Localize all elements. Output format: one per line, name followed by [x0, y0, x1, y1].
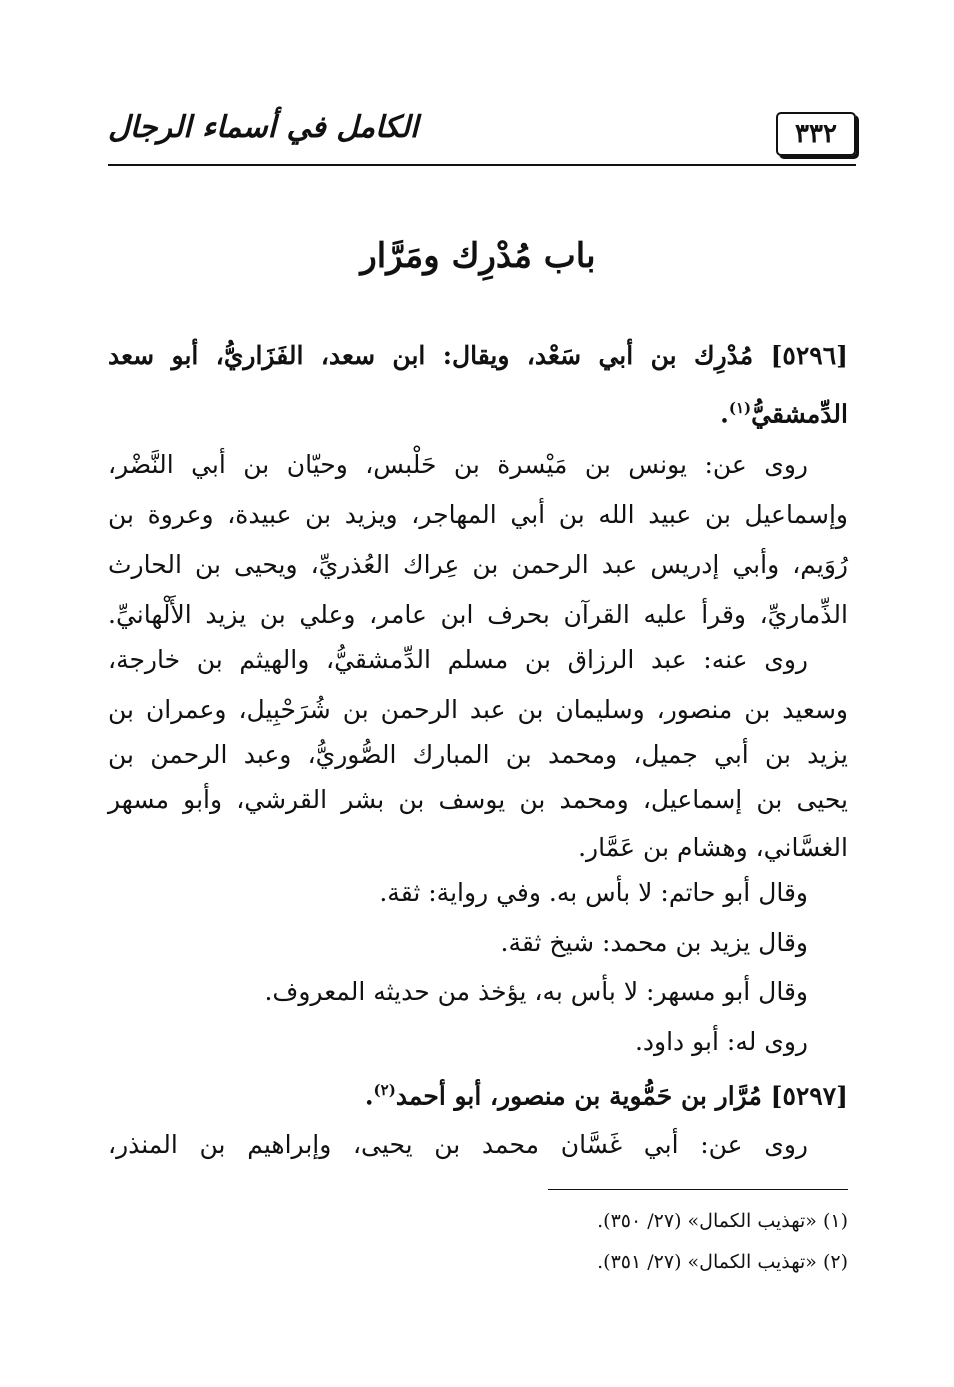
body-line: وإسماعيل بن عبيد الله بن أبي المهاجر، ويزيد بن عبيدة، وعروة بن — [108, 500, 848, 529]
entry-heading-line — [108, 1070, 848, 1116]
body-line: وقال يزيد بن محمد: شيخ ثقة. — [500, 928, 808, 957]
body-line: وسعيد بن منصور، وسليمان بن عبد الرحمن بن شُرَحْبِيل، وعمران بن — [108, 695, 848, 724]
body-line: رُوَيم، وأبي إدريس عبد الرحمن بن عِراك العُذريِّ، ويحيى بن الحارث — [108, 550, 848, 579]
footnote-marker: (٢) — [373, 1081, 396, 1099]
body-line: روى له: أبو داود. — [634, 1027, 808, 1056]
entry-number: [٥٢٩٧] — [770, 1081, 848, 1111]
body-line: يزيد بن أبي جميل، ومحمد بن المبارك الصُّوريُّ، وعبد الرحمن بن — [108, 740, 848, 769]
body-line: يحيى بن إسماعيل، ومحمد بن يوسف بن بشر القرشي، وأبو مسهر — [108, 785, 848, 814]
body-line: الذِّماريِّ، وقرأ عليه القرآن بحرف ابن عامر، وعلي بن يزيد الأَلْهانيِّ. — [108, 600, 848, 629]
entry-heading-end: . — [720, 399, 729, 429]
entry-number: [٥٢٩٦] — [770, 341, 848, 370]
entry-heading-end: . — [364, 1081, 374, 1111]
entry-heading-text: مُدْرِك بن أبي سَعْد، ويقال: ابن سعد، الفَزَاريُّ، أبو سعد — [108, 341, 754, 370]
body-line: روى عن: يونس بن مَيْسرة بن حَلْبس، وحيّان بن أبي النَّضْر، — [108, 450, 808, 479]
page-header — [108, 100, 856, 166]
body-line: الغسَّاني، وهشام بن عَمَّار. — [578, 833, 848, 862]
header-divider — [108, 164, 856, 166]
entry-heading-line — [108, 388, 848, 434]
footnote-divider — [548, 1189, 848, 1190]
body-line: وقال أبو حاتم: لا بأس به. وفي رواية: ثقة. — [379, 878, 808, 907]
footnote: (١) «تهذيب الكمال» (٢٧/ ٣٥٠). — [597, 1210, 848, 1232]
entry-heading-line — [108, 336, 848, 376]
chapter-title: باب مُدْرِك ومَرَّار — [360, 236, 596, 276]
entry-heading-text: مُرَّار بن حَمُّوية بن منصور، أبو أحمد — [395, 1081, 762, 1111]
body-line: وقال أبو مسهر: لا بأس به، يؤخذ من حديثه المعروف. — [264, 977, 808, 1006]
page-number: ٣٣٢ — [776, 112, 856, 156]
entry-heading-text: الدِّمشقيُّ — [751, 399, 848, 429]
footnote-marker: (١) — [728, 399, 752, 417]
body-line: روى عن: أبي غَسَّان محمد بن يحيى، وإبراهيم بن المنذر، — [108, 1130, 808, 1159]
running-book-title: الكامل في أسماء الرجال — [108, 110, 419, 145]
body-line: روى عنه: عبد الرزاق بن مسلم الدِّمشقيُّ، والهيثم بن خارجة، — [108, 645, 808, 674]
footnote: (٢) «تهذيب الكمال» (٢٧/ ٣٥١). — [597, 1251, 848, 1273]
